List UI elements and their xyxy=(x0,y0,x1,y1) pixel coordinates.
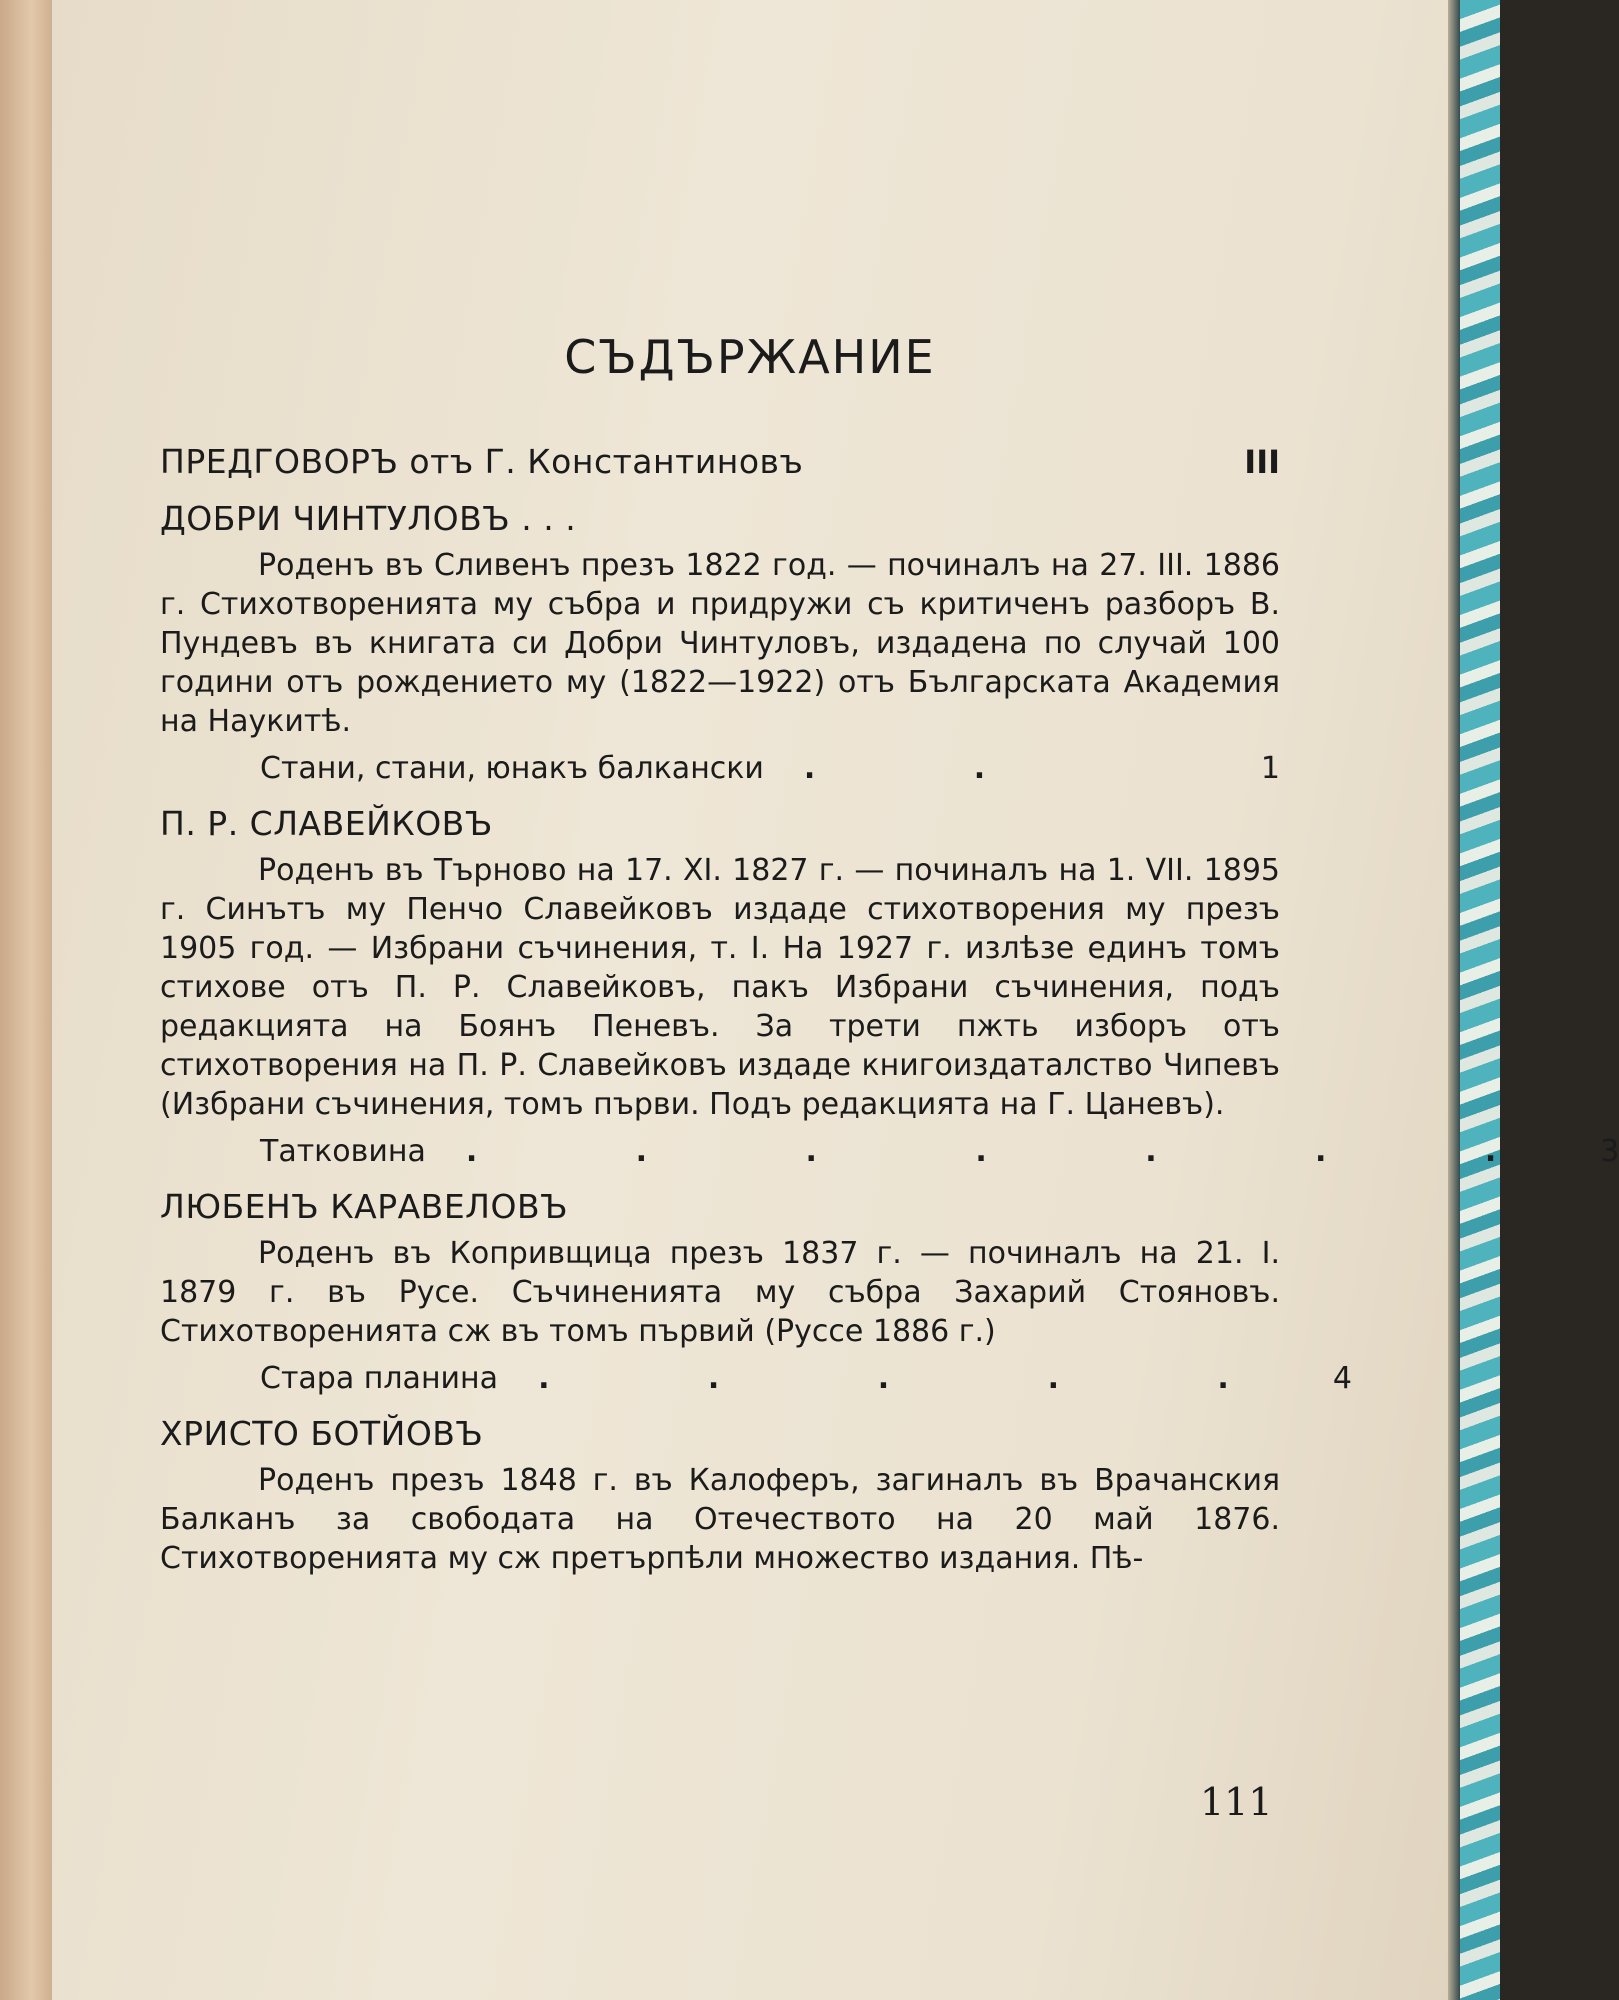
poem-title: Татковина xyxy=(260,1134,426,1169)
toc-section xyxy=(160,1414,1280,1578)
dot-leader: . . . . . . . xyxy=(465,1134,1571,1169)
poem-title: Стани, стани, юнакъ балкански xyxy=(260,751,764,786)
author-heading: ХРИСТО БОТЙОВЪ xyxy=(160,1414,484,1453)
page-number: 111 xyxy=(1200,1780,1273,1824)
preface-page: III xyxy=(1244,443,1280,481)
preface-entry xyxy=(160,442,1280,481)
author-bio: Роденъ въ Копривщица презъ 1837 г. — починалъ на 21. I. 1879 г. въ Русе. Съчиненията му събра Захарий Стояновъ. Стихотворенията сж въ томъ първий (Руссе 1886 г.) xyxy=(160,1236,1280,1349)
author-heading: ЛЮБЕНЪ КАРАВЕЛОВЪ xyxy=(160,1187,569,1226)
left-page-edge xyxy=(0,0,52,2000)
poem-title: Стара планина xyxy=(260,1361,499,1396)
author-heading: ДОБРИ ЧИНТУЛОВЪ . . . xyxy=(160,499,577,538)
author-bio: Роденъ презъ 1848 г. въ Калоферъ, загиналъ въ Врачанския Балканъ за свободата на Отечеството на 20 май 1876. Стихотворенията му сж претърпѣли множество издания. Пѣ- xyxy=(160,1463,1280,1576)
author-bio: Роденъ въ Търново на 17. XI. 1827 г. — починалъ на 1. VII. 1895 г. Синътъ му Пенчо Славейковъ издаде стихотворения му презъ 1905 год. — Избрани съчинения, т. I. На 1927 г. излѣзе единъ томъ стихове отъ П. Р. Славейковъ, пакъ Избрани съчинения, подъ редакцията на Боянъ Пеневъ. За трети пжть изборъ отъ стихотворения на П. Р. Славейковъ издаде книгоиздаталство Чипевъ (Избрани съчинения, томъ първи. Подъ редакцията на Г. Цаневъ). xyxy=(160,853,1280,1122)
toc-section xyxy=(160,804,1619,1169)
preface-label: ПРЕДГОВОРЪ отъ Г. Константиновъ xyxy=(160,442,804,481)
author-heading: П. Р. СЛАВЕЙКОВЪ xyxy=(160,804,493,843)
poem-page: 3 xyxy=(1600,1134,1619,1169)
toc-section xyxy=(160,1187,1352,1396)
author-bio: Роденъ въ Сливенъ презъ 1822 год. — починалъ на 27. III. 1886 г. Стихотворенията му събра и придружи съ критиченъ разборъ В. Пундевъ въ книгата си Добри Чинтуловъ, издадена по случай 100 години отъ рождението му (1822—1922) отъ Българската Академия на Наукитѣ. xyxy=(160,548,1280,739)
poem-entry xyxy=(160,751,1280,786)
dot-leader: . . . . . xyxy=(538,1361,1303,1396)
dot-leader: . . xyxy=(803,751,1060,786)
toc-section xyxy=(160,499,1280,786)
book-cover-edge xyxy=(1460,0,1500,2000)
table-of-contents xyxy=(160,330,1619,1578)
poem-entry xyxy=(160,1361,1352,1396)
poem-page: 1 xyxy=(1260,751,1280,786)
poem-page: 4 xyxy=(1332,1361,1352,1396)
page-title: СЪДЪРЖАНИЕ xyxy=(564,330,936,384)
poem-entry xyxy=(160,1134,1619,1169)
